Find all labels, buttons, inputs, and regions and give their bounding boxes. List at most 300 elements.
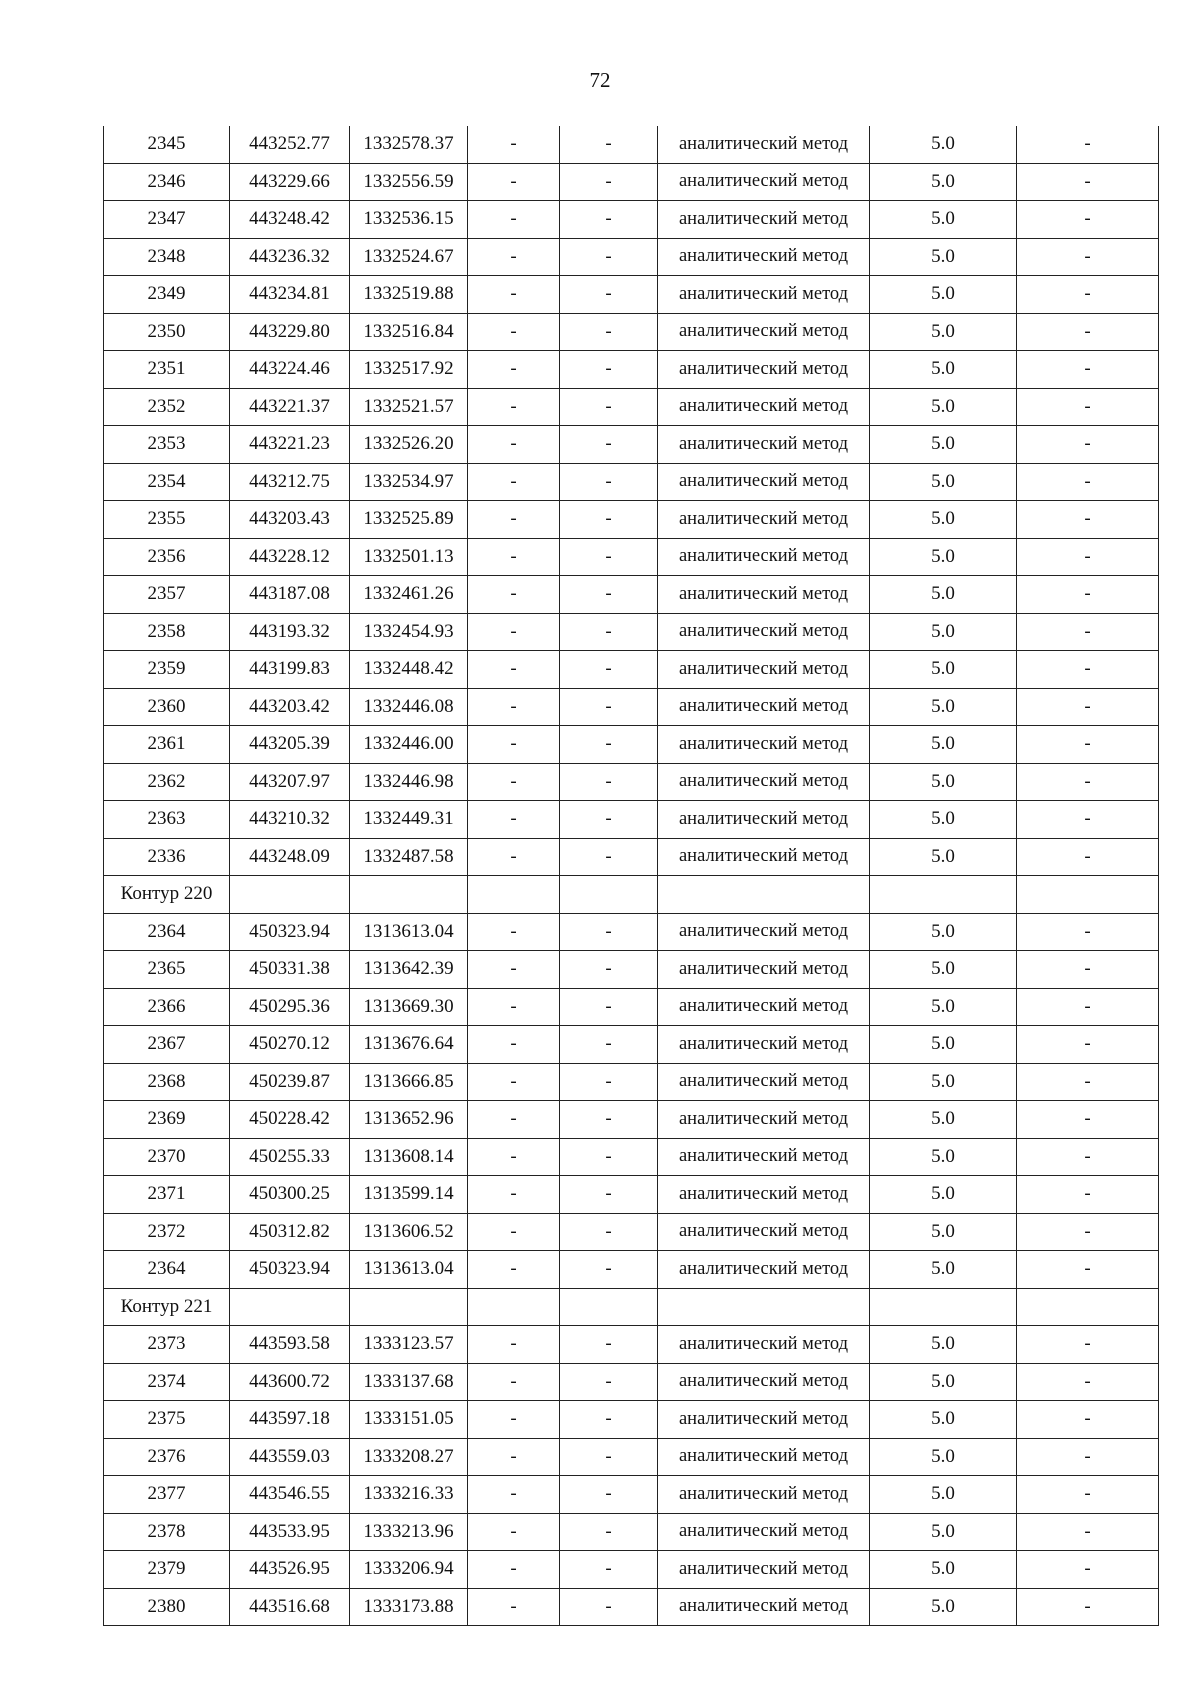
table-body [104,126,1159,1626]
method-cell: аналитический метод [658,201,870,239]
col5-cell: - [560,276,658,314]
y-coordinate-cell: 1332501.13 [350,538,468,576]
method-cell: аналитический метод [658,988,870,1026]
method-cell: аналитический метод [658,1401,870,1439]
method-cell: аналитический метод [658,1326,870,1364]
col4-cell: - [468,1101,560,1139]
accuracy-cell: 5.0 [870,1251,1017,1289]
accuracy-cell: 5.0 [870,988,1017,1026]
method-cell: аналитический метод [658,1438,870,1476]
method-cell: аналитический метод [658,388,870,426]
accuracy-cell: 5.0 [870,1401,1017,1439]
method-cell: аналитический метод [658,613,870,651]
col8-cell: - [1017,1588,1159,1626]
accuracy-cell: 5.0 [870,1326,1017,1364]
x-coordinate-cell: 443248.09 [230,838,350,876]
col5-cell: - [560,576,658,614]
x-coordinate-cell: 450300.25 [230,1176,350,1214]
point-number-cell: 2351 [104,351,230,389]
x-coordinate-cell: 450331.38 [230,951,350,989]
col4-cell: - [468,201,560,239]
col4-cell: - [468,238,560,276]
col4-cell: - [468,1176,560,1214]
table-row [104,1551,1159,1589]
col8-cell: - [1017,201,1159,239]
point-number-cell: 2364 [104,913,230,951]
col5-cell: - [560,1138,658,1176]
table-row [104,763,1159,801]
point-number-cell: 2349 [104,276,230,314]
x-coordinate-cell: 443203.42 [230,688,350,726]
col4-cell: - [468,1551,560,1589]
col8-cell: - [1017,126,1159,163]
x-coordinate-cell: 443187.08 [230,576,350,614]
accuracy-cell: 5.0 [870,501,1017,539]
col8-cell: - [1017,1513,1159,1551]
point-number-cell: 2363 [104,801,230,839]
accuracy-cell: 5.0 [870,126,1017,163]
x-coordinate-cell: 443248.42 [230,201,350,239]
x-coordinate-cell: 443205.39 [230,726,350,764]
method-cell: аналитический метод [658,1476,870,1514]
y-coordinate-cell: 1313676.64 [350,1026,468,1064]
y-coordinate-cell: 1333213.96 [350,1513,468,1551]
col5-cell: - [560,1513,658,1551]
col4-cell: - [468,1363,560,1401]
col4-cell: - [468,313,560,351]
point-number-cell: 2371 [104,1176,230,1214]
col5-cell: - [560,1213,658,1251]
col8-cell: - [1017,163,1159,201]
col5-cell: - [560,1476,658,1514]
accuracy-cell: 5.0 [870,1588,1017,1626]
col4-cell: - [468,538,560,576]
col4-cell: - [468,1513,560,1551]
col4-cell: - [468,913,560,951]
x-coordinate-cell: 443221.23 [230,426,350,464]
col8-cell: - [1017,726,1159,764]
col5-cell: - [560,1176,658,1214]
contour-header-row [104,876,1159,914]
empty-cell [658,876,870,914]
y-coordinate-cell: 1332516.84 [350,313,468,351]
method-cell: аналитический метод [658,1138,870,1176]
y-coordinate-cell: 1332461.26 [350,576,468,614]
y-coordinate-cell: 1332525.89 [350,501,468,539]
col5-cell: - [560,351,658,389]
accuracy-cell: 5.0 [870,276,1017,314]
y-coordinate-cell: 1333208.27 [350,1438,468,1476]
point-number-cell: 2359 [104,651,230,689]
method-cell: аналитический метод [658,501,870,539]
x-coordinate-cell: 443600.72 [230,1363,350,1401]
col4-cell: - [468,426,560,464]
table-row [104,501,1159,539]
col4-cell: - [468,1476,560,1514]
method-cell: аналитический метод [658,838,870,876]
col5-cell: - [560,763,658,801]
accuracy-cell: 5.0 [870,1476,1017,1514]
method-cell: аналитический метод [658,726,870,764]
contour-label: Контур 220 [104,876,230,914]
y-coordinate-cell: 1332448.42 [350,651,468,689]
point-number-cell: 2379 [104,1551,230,1589]
col8-cell: - [1017,538,1159,576]
col8-cell: - [1017,501,1159,539]
col5-cell: - [560,1588,658,1626]
col8-cell: - [1017,276,1159,314]
y-coordinate-cell: 1333173.88 [350,1588,468,1626]
col5-cell: - [560,1026,658,1064]
x-coordinate-cell: 443229.80 [230,313,350,351]
table-row [104,1476,1159,1514]
col8-cell: - [1017,913,1159,951]
accuracy-cell: 5.0 [870,763,1017,801]
col8-cell: - [1017,313,1159,351]
x-coordinate-cell: 443212.75 [230,463,350,501]
point-number-cell: 2357 [104,576,230,614]
table-row [104,1326,1159,1364]
method-cell: аналитический метод [658,463,870,501]
accuracy-cell: 5.0 [870,1513,1017,1551]
point-number-cell: 2352 [104,388,230,426]
x-coordinate-cell: 443203.43 [230,501,350,539]
point-number-cell: 2355 [104,501,230,539]
x-coordinate-cell: 443516.68 [230,1588,350,1626]
col8-cell: - [1017,1476,1159,1514]
table-row [104,426,1159,464]
table-row [104,613,1159,651]
col5-cell: - [560,1063,658,1101]
x-coordinate-cell: 443193.32 [230,613,350,651]
col5-cell: - [560,1326,658,1364]
col4-cell: - [468,501,560,539]
col8-cell: - [1017,576,1159,614]
method-cell: аналитический метод [658,951,870,989]
x-coordinate-cell: 443597.18 [230,1401,350,1439]
col8-cell: - [1017,1251,1159,1289]
col8-cell: - [1017,1026,1159,1064]
point-number-cell: 2366 [104,988,230,1026]
accuracy-cell: 5.0 [870,913,1017,951]
table-row [104,126,1159,163]
table-row [104,1063,1159,1101]
method-cell: аналитический метод [658,276,870,314]
table-row [104,163,1159,201]
y-coordinate-cell: 1332524.67 [350,238,468,276]
col8-cell: - [1017,1063,1159,1101]
table-row [104,1176,1159,1214]
point-number-cell: 2336 [104,838,230,876]
method-cell: аналитический метод [658,1026,870,1064]
table-row [104,1101,1159,1139]
accuracy-cell: 5.0 [870,351,1017,389]
empty-cell [658,1288,870,1326]
y-coordinate-cell: 1332578.37 [350,126,468,163]
table-row [104,238,1159,276]
col4-cell: - [468,351,560,389]
col4-cell: - [468,1138,560,1176]
col5-cell: - [560,1438,658,1476]
x-coordinate-cell: 450270.12 [230,1026,350,1064]
empty-cell [870,876,1017,914]
coordinates-table [103,126,1159,1626]
method-cell: аналитический метод [658,1588,870,1626]
method-cell: аналитический метод [658,238,870,276]
point-number-cell: 2375 [104,1401,230,1439]
col4-cell: - [468,651,560,689]
col5-cell: - [560,538,658,576]
contour-header-row [104,1288,1159,1326]
col5-cell: - [560,913,658,951]
y-coordinate-cell: 1333216.33 [350,1476,468,1514]
col8-cell: - [1017,1326,1159,1364]
col4-cell: - [468,1213,560,1251]
accuracy-cell: 5.0 [870,238,1017,276]
x-coordinate-cell: 443546.55 [230,1476,350,1514]
point-number-cell: 2348 [104,238,230,276]
table-row [104,201,1159,239]
col4-cell: - [468,988,560,1026]
method-cell: аналитический метод [658,763,870,801]
col8-cell: - [1017,1363,1159,1401]
y-coordinate-cell: 1313606.52 [350,1213,468,1251]
empty-cell [230,1288,350,1326]
col8-cell: - [1017,838,1159,876]
point-number-cell: 2370 [104,1138,230,1176]
accuracy-cell: 5.0 [870,1213,1017,1251]
y-coordinate-cell: 1333123.57 [350,1326,468,1364]
col4-cell: - [468,838,560,876]
col5-cell: - [560,613,658,651]
method-cell: аналитический метод [658,576,870,614]
y-coordinate-cell: 1332446.00 [350,726,468,764]
col8-cell: - [1017,1101,1159,1139]
point-number-cell: 2358 [104,613,230,651]
accuracy-cell: 5.0 [870,651,1017,689]
accuracy-cell: 5.0 [870,1363,1017,1401]
method-cell: аналитический метод [658,688,870,726]
col5-cell: - [560,313,658,351]
table-row [104,988,1159,1026]
table-row [104,651,1159,689]
x-coordinate-cell: 443236.32 [230,238,350,276]
method-cell: аналитический метод [658,913,870,951]
y-coordinate-cell: 1333206.94 [350,1551,468,1589]
col8-cell: - [1017,1176,1159,1214]
accuracy-cell: 5.0 [870,726,1017,764]
method-cell: аналитический метод [658,1363,870,1401]
empty-cell [468,876,560,914]
col8-cell: - [1017,1551,1159,1589]
col4-cell: - [468,1588,560,1626]
point-number-cell: 2369 [104,1101,230,1139]
x-coordinate-cell: 450323.94 [230,1251,350,1289]
accuracy-cell: 5.0 [870,426,1017,464]
accuracy-cell: 5.0 [870,1138,1017,1176]
col8-cell: - [1017,388,1159,426]
accuracy-cell: 5.0 [870,163,1017,201]
table-row [104,838,1159,876]
table-row [104,688,1159,726]
y-coordinate-cell: 1313652.96 [350,1101,468,1139]
empty-cell [350,876,468,914]
col5-cell: - [560,1363,658,1401]
table-row [104,951,1159,989]
accuracy-cell: 5.0 [870,576,1017,614]
point-number-cell: 2362 [104,763,230,801]
col4-cell: - [468,801,560,839]
y-coordinate-cell: 1332521.57 [350,388,468,426]
contour-label: Контур 221 [104,1288,230,1326]
y-coordinate-cell: 1332556.59 [350,163,468,201]
y-coordinate-cell: 1313613.04 [350,913,468,951]
col5-cell: - [560,1101,658,1139]
method-cell: аналитический метод [658,1213,870,1251]
col5-cell: - [560,388,658,426]
x-coordinate-cell: 450295.36 [230,988,350,1026]
x-coordinate-cell: 443221.37 [230,388,350,426]
col5-cell: - [560,651,658,689]
table-row [104,1251,1159,1289]
point-number-cell: 2365 [104,951,230,989]
point-number-cell: 2367 [104,1026,230,1064]
method-cell: аналитический метод [658,313,870,351]
col8-cell: - [1017,1213,1159,1251]
col4-cell: - [468,388,560,426]
x-coordinate-cell: 443207.97 [230,763,350,801]
accuracy-cell: 5.0 [870,951,1017,989]
table-row [104,276,1159,314]
y-coordinate-cell: 1332449.31 [350,801,468,839]
col4-cell: - [468,163,560,201]
y-coordinate-cell: 1332517.92 [350,351,468,389]
empty-cell [560,1288,658,1326]
empty-cell [468,1288,560,1326]
point-number-cell: 2346 [104,163,230,201]
col8-cell: - [1017,801,1159,839]
point-number-cell: 2377 [104,1476,230,1514]
point-number-cell: 2345 [104,126,230,163]
method-cell: аналитический метод [658,538,870,576]
col8-cell: - [1017,651,1159,689]
x-coordinate-cell: 443229.66 [230,163,350,201]
table-row [104,1138,1159,1176]
accuracy-cell: 5.0 [870,388,1017,426]
x-coordinate-cell: 443593.58 [230,1326,350,1364]
y-coordinate-cell: 1333151.05 [350,1401,468,1439]
y-coordinate-cell: 1332536.15 [350,201,468,239]
col4-cell: - [468,1326,560,1364]
method-cell: аналитический метод [658,1551,870,1589]
x-coordinate-cell: 443559.03 [230,1438,350,1476]
y-coordinate-cell: 1332526.20 [350,426,468,464]
col5-cell: - [560,238,658,276]
col8-cell: - [1017,351,1159,389]
col8-cell: - [1017,426,1159,464]
y-coordinate-cell: 1313608.14 [350,1138,468,1176]
method-cell: аналитический метод [658,651,870,689]
point-number-cell: 2364 [104,1251,230,1289]
method-cell: аналитический метод [658,426,870,464]
x-coordinate-cell: 450323.94 [230,913,350,951]
x-coordinate-cell: 450228.42 [230,1101,350,1139]
empty-cell [870,1288,1017,1326]
empty-cell [560,876,658,914]
method-cell: аналитический метод [658,801,870,839]
col4-cell: - [468,951,560,989]
col4-cell: - [468,1438,560,1476]
col4-cell: - [468,1026,560,1064]
method-cell: аналитический метод [658,351,870,389]
col5-cell: - [560,726,658,764]
x-coordinate-cell: 443210.32 [230,801,350,839]
x-coordinate-cell: 443252.77 [230,126,350,163]
col4-cell: - [468,688,560,726]
method-cell: аналитический метод [658,126,870,163]
col8-cell: - [1017,1401,1159,1439]
point-number-cell: 2354 [104,463,230,501]
point-number-cell: 2356 [104,538,230,576]
point-number-cell: 2380 [104,1588,230,1626]
table-row [104,1438,1159,1476]
accuracy-cell: 5.0 [870,1438,1017,1476]
y-coordinate-cell: 1313642.39 [350,951,468,989]
y-coordinate-cell: 1332519.88 [350,276,468,314]
x-coordinate-cell: 450255.33 [230,1138,350,1176]
accuracy-cell: 5.0 [870,1551,1017,1589]
col8-cell: - [1017,463,1159,501]
empty-cell [230,876,350,914]
y-coordinate-cell: 1333137.68 [350,1363,468,1401]
col5-cell: - [560,801,658,839]
point-number-cell: 2374 [104,1363,230,1401]
point-number-cell: 2347 [104,201,230,239]
col4-cell: - [468,763,560,801]
table-row [104,1213,1159,1251]
col8-cell: - [1017,1438,1159,1476]
col8-cell: - [1017,613,1159,651]
page-number: 72 [589,68,611,92]
table-row [104,351,1159,389]
point-number-cell: 2376 [104,1438,230,1476]
col4-cell: - [468,613,560,651]
col4-cell: - [468,1063,560,1101]
y-coordinate-cell: 1332487.58 [350,838,468,876]
col5-cell: - [560,163,658,201]
y-coordinate-cell: 1332454.93 [350,613,468,651]
accuracy-cell: 5.0 [870,313,1017,351]
y-coordinate-cell: 1313613.04 [350,1251,468,1289]
col8-cell: - [1017,951,1159,989]
table-row [104,388,1159,426]
accuracy-cell: 5.0 [870,1101,1017,1139]
table-row [104,1026,1159,1064]
table-row [104,1588,1159,1626]
table-row [104,313,1159,351]
col4-cell: - [468,576,560,614]
col5-cell: - [560,201,658,239]
col8-cell: - [1017,688,1159,726]
point-number-cell: 2361 [104,726,230,764]
y-coordinate-cell: 1332446.98 [350,763,468,801]
y-coordinate-cell: 1313666.85 [350,1063,468,1101]
accuracy-cell: 5.0 [870,838,1017,876]
y-coordinate-cell: 1332534.97 [350,463,468,501]
col5-cell: - [560,1401,658,1439]
x-coordinate-cell: 443526.95 [230,1551,350,1589]
accuracy-cell: 5.0 [870,801,1017,839]
